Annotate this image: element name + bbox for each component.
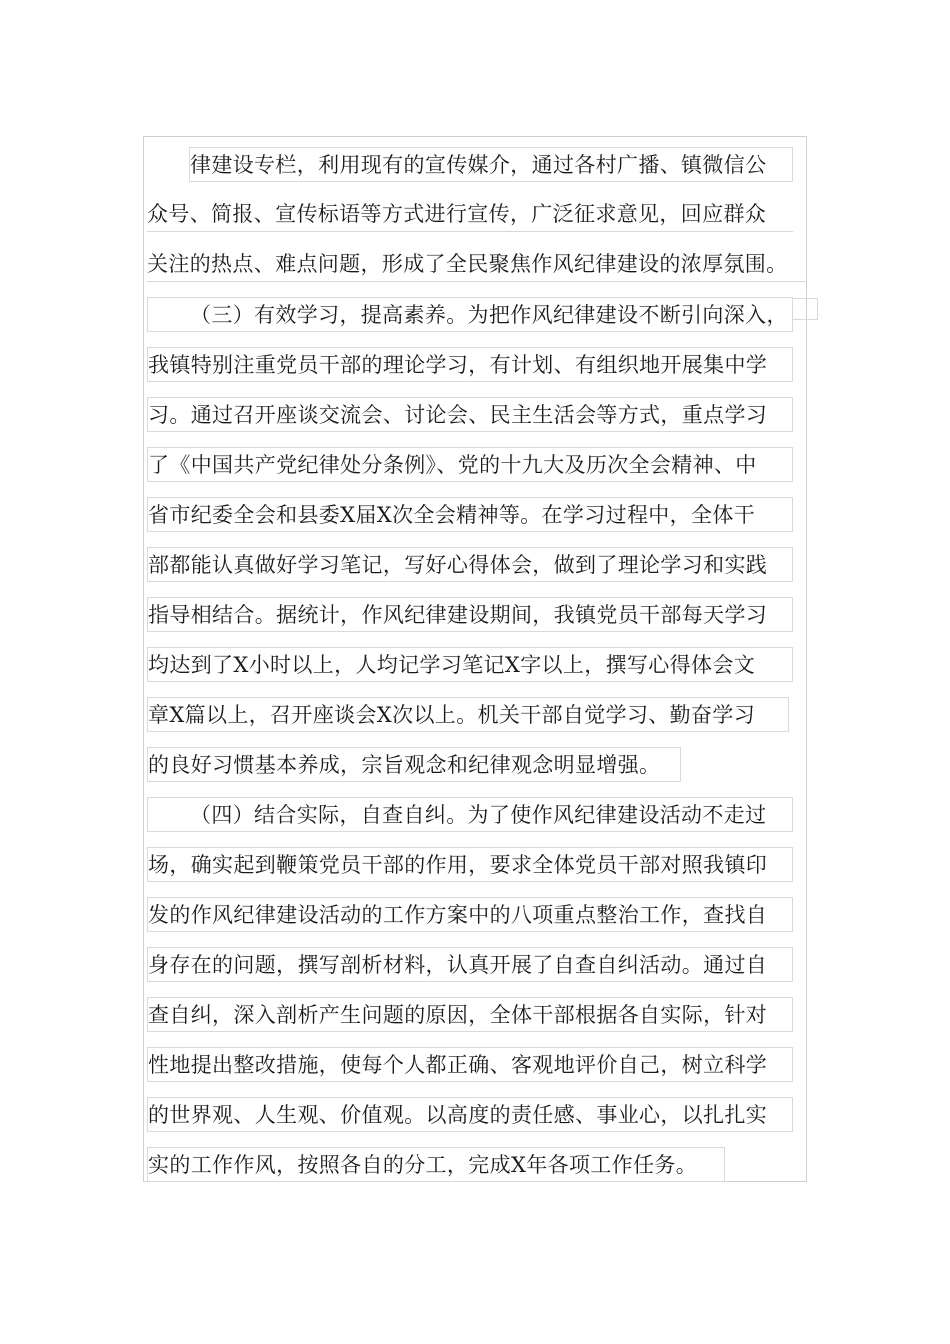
paragraph-line: 查自纠，深入剖析产生问题的原因，全体干部根据各自实际，针对	[147, 997, 793, 1032]
paragraph-line: 了《中国共产党纪律处分条例》、党的十九大及历次全会精神、中	[147, 447, 793, 482]
paragraph-line: 的良好习惯基本养成，宗旨观念和纪律观念明显增强。	[147, 747, 681, 782]
paragraph-line: 均达到了X小时以上，人均记学习笔记X字以上，撰写心得体会文	[147, 647, 793, 682]
paragraph-line: 的世界观、人生观、价值观。以高度的责任感、事业心，以扎扎实	[147, 1097, 793, 1132]
paragraph-line: 实的工作作风，按照各自的分工，完成X年各项工作任务。	[147, 1147, 725, 1182]
section-heading-line: （四）结合实际，自查自纠。为了使作风纪律建设活动不走过	[147, 797, 793, 832]
paragraph-line: 众号、简报、宣传标语等方式进行宣传，广泛征求意见，回应群众	[147, 197, 793, 232]
paragraph-line: 习。通过召开座谈交流会、讨论会、民主生活会等方式，重点学习	[147, 397, 793, 432]
paragraph-line: 指导相结合。据统计，作风纪律建设期间，我镇党员干部每天学习	[147, 597, 793, 632]
section-heading-line: （三）有效学习，提高素养。为把作风纪律建设不断引向深入，	[147, 297, 793, 332]
paragraph-line: 性地提出整改措施，使每个人都正确、客观地评价自己，树立科学	[147, 1047, 793, 1082]
decorative-box	[792, 298, 818, 320]
paragraph-line: 身存在的问题，撰写剖析材料，认真开展了自查自纠活动。通过自	[147, 947, 793, 982]
paragraph-line: 省市纪委全会和县委X届X次全会精神等。在学习过程中，全体干	[147, 497, 793, 532]
paragraph-line: 章X篇以上，召开座谈会X次以上。机关干部自觉学习、勤奋学习	[147, 697, 789, 732]
paragraph-line: 关注的热点、难点问题，形成了全民聚焦作风纪律建设的浓厚氛围。	[147, 247, 805, 282]
paragraph-line: 我镇特别注重党员干部的理论学习，有计划、有组织地开展集中学	[147, 347, 793, 382]
paragraph-line: 场，确实起到鞭策党员干部的作用，要求全体党员干部对照我镇印	[147, 847, 793, 882]
paragraph-line: 律建设专栏，利用现有的宣传媒介，通过各村广播、镇微信公	[189, 147, 793, 182]
paragraph-line: 发的作风纪律建设活动的工作方案中的八项重点整治工作，查找自	[147, 897, 793, 932]
paragraph-line: 部都能认真做好学习笔记，写好心得体会，做到了理论学习和实践	[147, 547, 793, 582]
